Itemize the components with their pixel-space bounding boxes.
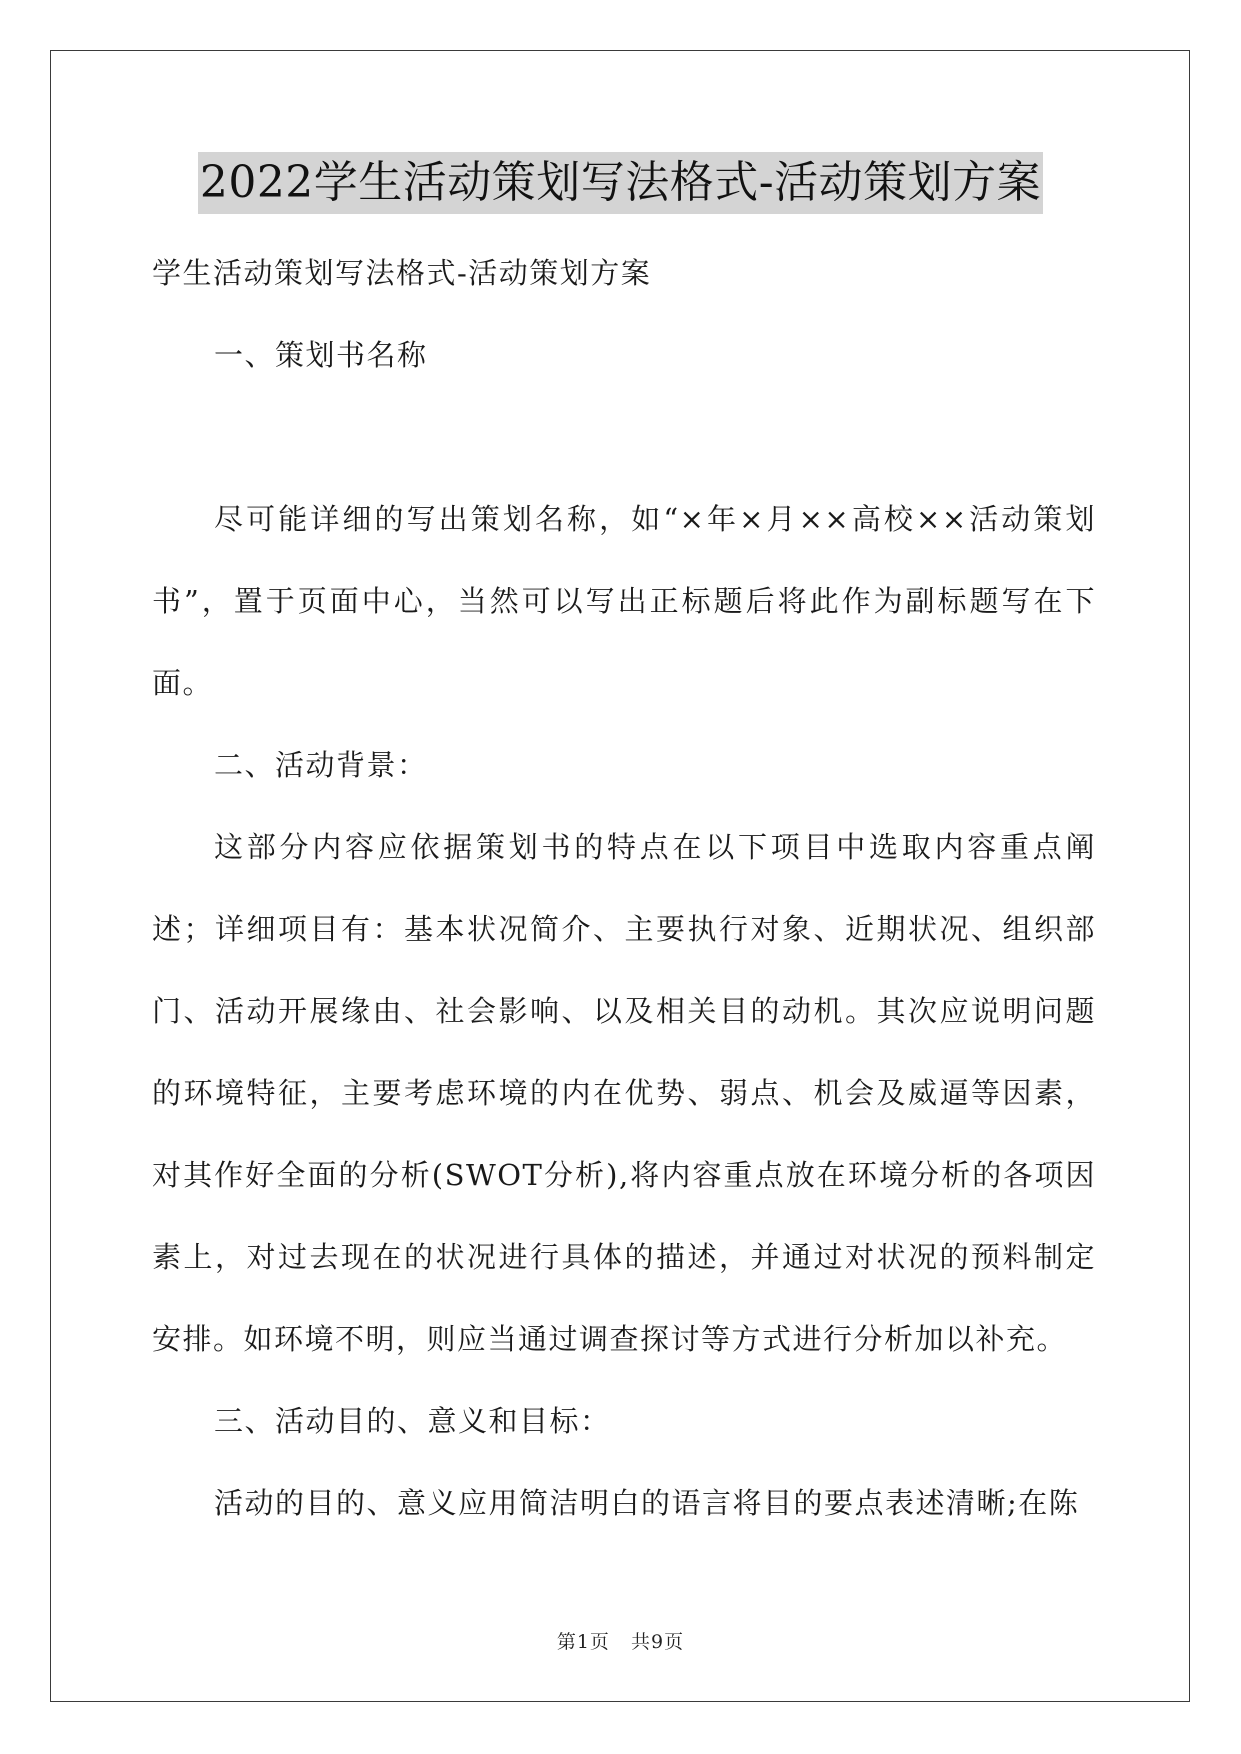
title-container xyxy=(0,152,1241,214)
document-title: 2022学生活动策划写法格式-活动策划方案 xyxy=(198,152,1043,214)
section-3-body: 活动的目的、意义应用简洁明白的语言将目的要点表述清晰;在陈 xyxy=(214,1486,1080,1520)
section-2-heading: 二、活动背景： xyxy=(214,748,428,782)
section-3-heading: 三、活动目的、意义和目标： xyxy=(214,1404,611,1438)
page-footer xyxy=(0,1627,1241,1654)
section-1-heading: 一、策划书名称 xyxy=(214,338,428,372)
document-subtitle: 学生活动策划写法格式-活动策划方案 xyxy=(152,256,652,290)
page-number: 第1页 共9页 xyxy=(556,1631,685,1653)
section-2-body: 这部分内容应依据策划书的特点在以下项目中选取内容重点阐述；详细项目有：基本状况简介、主要执行对象、近期状况、组织部门、活动开展缘由、社会影响、以及相关目的动机。其次应说明问题的环境特征，主要考虑环境的内在优势、弱点、机会及威逼等因素，对其作好全面的分析(SWOT分析),将内容重点放在环境分析的各项因素上，对过去现在的状况进行具体的描述，并通过对状况的预料制定安排。如环境不明，则应当通过调查探讨等方式进行分析加以补充。 xyxy=(152,830,1096,1356)
section-1-body: 尽可能详细的写出策划名称，如“×年×月××高校××活动策划书”，置于页面中心，当然可以写出正标题后将此作为副标题写在下面。 xyxy=(152,502,1096,700)
document-body xyxy=(152,232,1096,1544)
